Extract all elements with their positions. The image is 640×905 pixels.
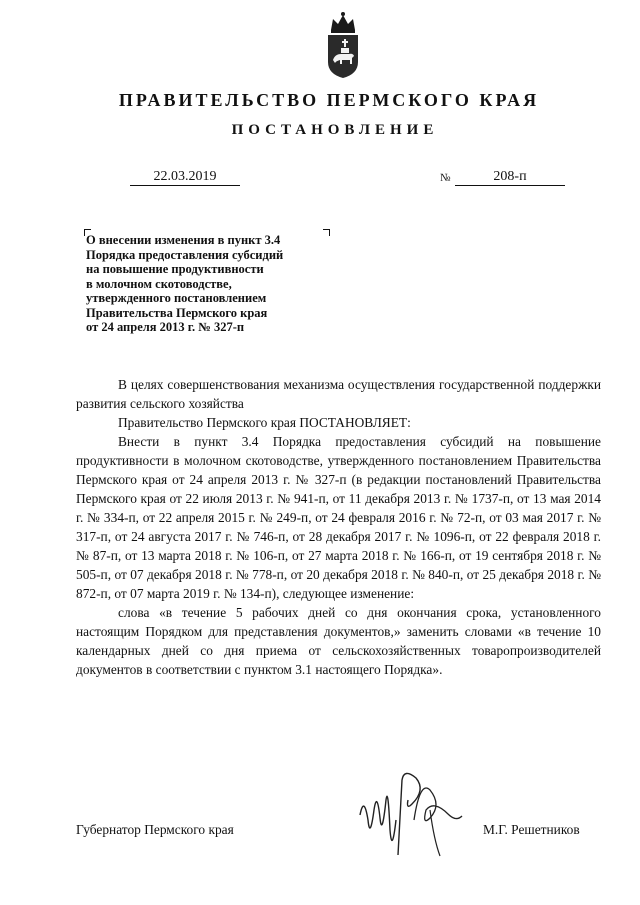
body-paragraph-resolves: Правительство Пермского края ПОСТАНОВЛЯЕТ:	[118, 415, 411, 430]
document-number: 208-п	[455, 168, 565, 186]
body-paragraph-wording: слова «в течение 5 рабочих дней со дня окончания срока, установленного настоящим Порядком для представления документов,» заменить словами «в течение 10 календарных дней со дня приема от сельскохозяйственных товаропроизводителей документов в соответствии с пунктом 3.1 настоящего Порядка».	[76, 605, 601, 677]
subject-line: в молочном скотоводстве,	[86, 276, 232, 291]
number-sign: №	[440, 172, 451, 184]
signer-name: М.Г. Решетников	[483, 822, 580, 837]
subject-line: Правительства Пермского края	[86, 305, 268, 320]
document-type: ПОСТАНОВЛЕНИЕ	[231, 122, 439, 138]
subject-line: утвержденного постановлением	[86, 291, 267, 305]
body-paragraph-amendment: Внести в пункт 3.4 Порядка предоставления субсидий на повышение продуктивности в молочном скотоводстве, утвержденного постановлением Правительства Пермского края от 24 апреля 2013 г. № 327-п (в редакции постановлений Правительства Пермского края от 22 июля 2013 г. № 941-п, от 11 декабря 2013 г. № 1737-п, от 13 мая 2014 г. № 334-п, от 22 апреля 2015 г. № 249-п, от 24 февраля 2016 г. № 72-п, от 03 мая 2017 г. № 317-п, от 24 августа 2017 г. № 746-п, от 28 декабря 2017 г. № 1096-п, от 22 февраля 2018 г. № 87-п, от 13 марта 2018 г. № 106-п, от 27 марта 2018 г. № 166-п, от 19 сентября 2018 г. № 505-п, от 07 декабря 2018 г. № 778-п, от 20 декабря 2018 г. № 840-п, от 25 декабря 2018 г. № 872-п, от 07 марта 2019 г. № 134-п), следующее изменение:	[76, 434, 601, 601]
subject-line: от 24 апреля 2013 г. № 327-п	[86, 320, 245, 334]
document-date: 22.03.2019	[130, 168, 240, 186]
coat-of-arms-icon	[322, 10, 364, 80]
subject-line: О внесении изменения в пункт 3.4	[86, 233, 281, 247]
document-body	[76, 375, 601, 679]
government-title: ПРАВИТЕЛЬСТВО ПЕРМСКОГО КРАЯ	[118, 90, 540, 110]
subject-line: на повышение продуктивности	[86, 262, 264, 276]
handwritten-signature-icon	[330, 760, 490, 870]
signer-title: Губернатор Пермского края	[76, 822, 234, 837]
body-paragraph-purpose: В целях совершенствования механизма осуществления государственной поддержки развития сельского хозяйства	[76, 377, 601, 411]
document-subject	[86, 233, 356, 335]
subject-line: Порядка предоставления субсидий	[86, 247, 284, 262]
